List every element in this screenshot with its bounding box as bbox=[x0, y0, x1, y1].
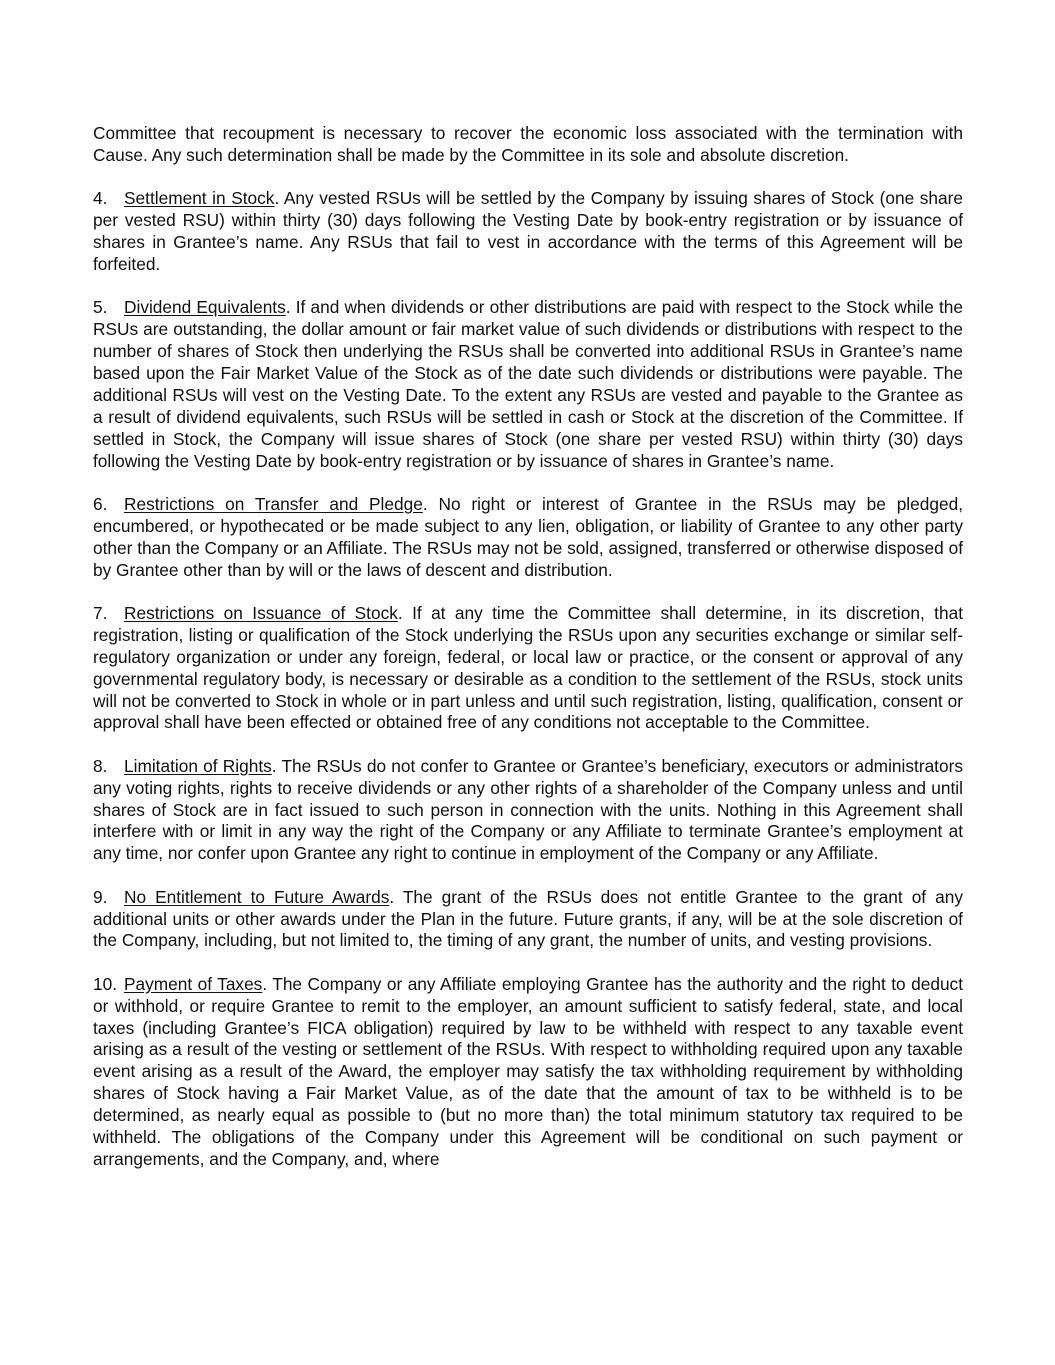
section-heading: Payment of Taxes bbox=[124, 973, 263, 994]
section-body: . Any vested RSUs will be settled by the Company by issuing shares of Stock (one share per vested RSU) within thirty (30) days following the Vesting Date by book-entry registration or by issuance of shares in Grantee’s name. Any RSUs that fail to vest in accordance with the terms of this Agreement will be forfeited. bbox=[93, 188, 963, 274]
section-body: . No right or interest of Grantee in the RSUs may be pledged, encumbered, or hypothecated or be made subject to any lien, obligation, or liability of Grantee to any other party other than the Company or an Affiliate. The RSUs may not be sold, assigned, transferred or otherwise disposed of by Grantee other than by will or the laws of descent and distribution. bbox=[93, 493, 964, 580]
section-7-paragraph bbox=[93, 603, 963, 734]
section-heading: Restrictions on Transfer and Pledge bbox=[124, 493, 423, 514]
section-body: . If and when dividends or other distributions are paid with respect to the Stock while the RSUs are outstanding, the dollar amount or fair market value of such dividends or distributions with respect to the number of shares of Stock then underlying the RSUs shall be converted into additional RSUs in Grantee’s name based upon the Fair Market Value of the Stock as of the date such dividends or distributions were payable. The additional RSUs will vest on the Vesting Date. To the extent any RSUs are vested and payable to the Grantee as a result of dividend equivalents, such RSUs will be settled in cash or Stock at the discretion of the Committee. If settled in Stock, the Company will issue shares of Stock (one share per vested RSU) within thirty (30) days following the Vesting Date by book-entry registration or by issuance of shares in Grantee’s name. bbox=[93, 297, 963, 471]
document-page bbox=[93, 123, 963, 1192]
section-heading: Dividend Equivalents bbox=[124, 297, 286, 318]
section-number: 7. bbox=[93, 602, 108, 623]
section-9-paragraph bbox=[93, 887, 963, 953]
section-6-paragraph bbox=[93, 494, 963, 582]
section-body: . The Company or any Affiliate employing Grantee has the authority and the right to deduct or withhold, or require Grantee to remit to the employer, an amount sufficient to satisfy federal, state, and local taxes (including Grantee’s FICA obligation) required by law to be withheld with respect to any taxable event arising as a result of the vesting or settlement of the RSUs. With respect to withholding required upon any taxable event arising as a result of the Award, the employer may satisfy the tax withholding requirement by withholding shares of Stock having a Fair Market Value, as of the date that the amount of tax to be withheld is to be determined, as nearly equal as possible to (but no more than) the total minimum statutory tax required to be withheld. The obligations of the Company under this Agreement will be conditional on such payment or arrangements, and the Company, and, where bbox=[93, 973, 963, 1169]
section-number: 5. bbox=[93, 297, 108, 318]
section-body: . The grant of the RSUs does not entitle Grantee to the grant of any additional units or other awards under the Plan in the future. Future grants, if any, will be at the sole discretion of the Company, including, but not limited to, the timing of any grant, the number of units, and vesting provisions. bbox=[93, 886, 963, 951]
section-number: 8. bbox=[93, 755, 108, 776]
section-8-paragraph bbox=[93, 756, 963, 866]
section-5-paragraph bbox=[93, 297, 963, 472]
section-number: 9. bbox=[93, 886, 108, 907]
section-heading: Restrictions on Issuance of Stock bbox=[124, 602, 398, 623]
section-number: 10. bbox=[93, 973, 118, 994]
section-number: 4. bbox=[93, 188, 108, 209]
section-10-paragraph bbox=[93, 974, 963, 1171]
section-body: . If at any time the Committee shall determine, in its discretion, that registration, listing or qualification of the Stock underlying the RSUs upon any securities exchange or similar self-regulatory organization or under any foreign, federal, or local law or practice, or the consent or approval of any governmental regulatory body, is necessary or desirable as a condition to the settlement of the RSUs, stock units will not be converted to Stock in whole or in part unless and until such registration, listing, qualification, consent or approval shall have been effected or obtained free of any conditions not acceptable to the Committee. bbox=[93, 602, 963, 733]
section-body: . The RSUs do not confer to Grantee or Grantee’s beneficiary, executors or administrators any voting rights, rights to receive dividends or any other rights of a shareholder of the Company unless and until shares of Stock are in fact issued to such person in connection with the units. Nothing in this Agreement shall interfere with or limit in any way the right of the Company or any Affiliate to terminate Grantee’s employment at any time, nor confer upon Grantee any right to continue in employment of the Company or any Affiliate. bbox=[93, 755, 963, 864]
intro-paragraph: Committee that recoupment is necessary to recover the economic loss associated with the termination with Cause. Any such determination shall be made by the Committee in its sole and absolute discretion. bbox=[93, 123, 963, 165]
section-heading: Limitation of Rights bbox=[124, 755, 272, 776]
section-4-paragraph bbox=[93, 188, 963, 276]
section-number: 6. bbox=[93, 493, 108, 514]
section-heading: No Entitlement to Future Awards bbox=[124, 886, 390, 907]
section-heading: Settlement in Stock bbox=[124, 188, 275, 209]
